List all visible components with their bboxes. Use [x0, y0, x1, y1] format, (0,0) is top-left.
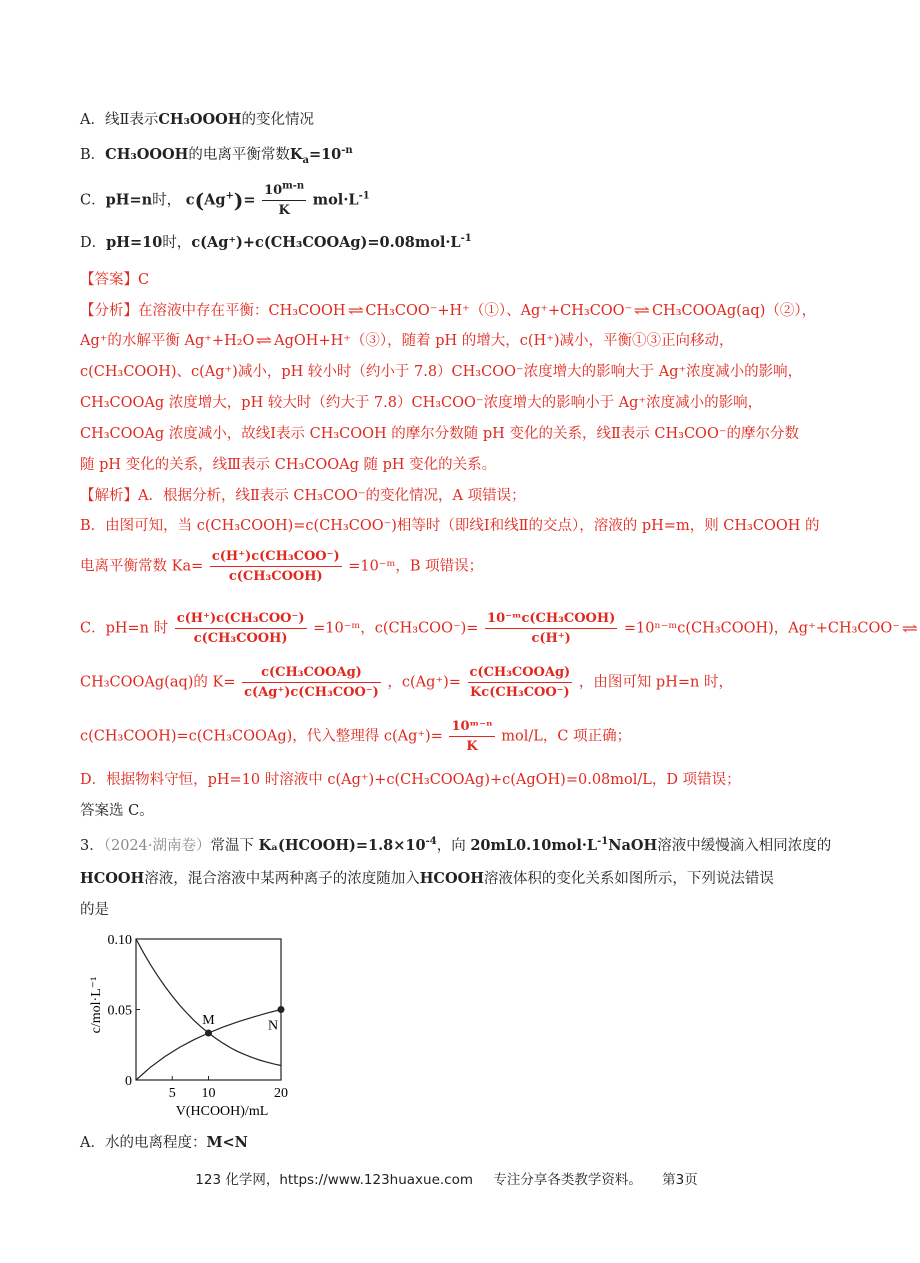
footer-site: 123 化学网，https://www.123huaxue.com	[195, 1172, 474, 1188]
equilibrium-arrow-icon: ⇌	[901, 620, 919, 637]
analysis-line-4: CH₃COOAg 浓度增大，pH 较大时（约大于 7.8）CH₃COO⁻浓度增大的影响小于 Ag⁺浓度减小的影响，	[80, 395, 763, 411]
equilibrium-arrow-icon: ⇌	[633, 303, 651, 319]
y-tick-label: 0.10	[107, 933, 132, 948]
solution-a: 【解析】A．根据分析，线Ⅱ表示 CH₃COO⁻的变化情况，A 项错误；	[80, 488, 526, 504]
source-tag: （2024·湖南卷）	[103, 838, 211, 854]
footer-slogan: 专注分享各类教学资料。	[493, 1172, 642, 1188]
solution-c-2: CH₃COOAg(aq)的 K= $\frac{\text{c(CH₃COOAg)}}{\text{c(Ag⁺)c(CH₃COO⁻)}}$ ，c(Ag⁺)= $\frac{\text{c(CH₃COOAg)}}{\text{Kc(CH₃COO⁻)}}$ ，由图可知 pH=n 时，	[80, 665, 733, 700]
answer: 【答案】C	[80, 272, 150, 288]
x-tick-label: 10	[201, 1086, 216, 1101]
q3-stem-line-2: HCOOH溶液，混合溶液中某两种离子的浓度随加入HCOOH溶液体积的变化关系如图所示，下列说法错误	[80, 870, 774, 887]
x-tick-label: 5	[168, 1086, 176, 1101]
equilibrium-arrow-icon: ⇌	[347, 303, 364, 319]
point-M	[205, 1030, 212, 1037]
option-b: B．CH₃OOOH的电离平衡常数$K_a=10^{-n}$	[80, 145, 353, 166]
page-number: 第3页	[662, 1172, 698, 1188]
fraction: $\frac{\text{c(H⁺)c(CH₃COO⁻)}}{\text{c(CH₃COOH)}}$	[176, 611, 305, 646]
y-axis-label: c/mol·L⁻¹	[89, 976, 104, 1034]
solution-b-2: 电离平衡常数 Ka= $\frac{\text{c(H⁺)c(CH₃COO⁻)}}{\text{c(CH₃COOH)}}$ =10⁻ᵐ，B 项错误；	[80, 549, 484, 584]
x-axis-label: V(HCOOH)/mL	[175, 1104, 269, 1119]
point-N	[278, 1006, 285, 1013]
q3-stem-line-1: 3．（2024·湖南卷）常温下 $K_a(HCOOH)=1.8\times 10^{-4}$，向 $20mL0.10mol\cdot L^{-1}NaOH$溶液中缓慢滴入相同浓度的	[80, 836, 832, 854]
option-c: C．pH=n时， c(Ag+)= $\frac{10^{m-n}}{K}$ $mol\cdot L^{-1}$	[80, 180, 370, 218]
analysis-line-2: Ag⁺的水解平衡 Ag⁺+H₂O ⇌ AgOH+H⁺（③），随着 pH 的增大，c(H⁺)减小，平衡①③正向移动，	[80, 333, 734, 349]
analysis-line-3: c(CH₃COOH)、c(Ag⁺)减小，pH 较小时（约小于 7.8）CH₃COO⁻浓度增大的影响大于 Ag⁺浓度减小的影响，	[80, 364, 803, 380]
analysis-line-1: 【分析】在溶液中存在平衡：CH₃COOH ⇌ CH₃COO⁻+H⁺（①）、Ag⁺+CH₃COO⁻ ⇌ CH₃COOAg(aq)（②），	[80, 303, 817, 319]
analysis-line-5: CH₃COOAg 浓度减小，故线Ⅰ表示 CH₃COOH 的摩尔分数随 pH 变化的关系，线Ⅱ表示 CH₃COO⁻的摩尔分数	[80, 426, 799, 442]
fraction: $\frac{\text{10ᵐ⁻ⁿ}}{K}$	[451, 719, 493, 754]
q3-option-a: A．水的电离程度：M<N	[80, 1134, 248, 1151]
chart-lines	[136, 939, 281, 1080]
fraction: $\frac{\text{c(H⁺)c(CH₃COO⁻)}}{\text{c(CH₃COOH)}}$	[211, 549, 340, 584]
point-label-N: N	[267, 1018, 279, 1034]
concentration-chart	[80, 925, 310, 1125]
fraction: $\frac{\text{10⁻ᵐc(CH₃COOH)}}{c(H^+)}$	[487, 611, 616, 646]
series-line-falling	[136, 939, 281, 1066]
equilibrium-arrow-icon: ⇌	[256, 333, 273, 349]
solution-c-3: c(CH₃COOH)=c(CH₃COOAg)，代入整理得 c(Ag⁺)= $\frac{\text{10ᵐ⁻ⁿ}}{K}$ mol/L，C 项正确；	[80, 719, 632, 754]
chart-points	[202, 1006, 284, 1037]
solution-b-1: B．由图可知，当 c(CH₃COOH)=c(CH₃COO⁻)相等时（即线Ⅰ和线Ⅱ的交点），溶液的 pH=m，则 CH₃COOH 的	[80, 518, 820, 534]
point-label-M: M	[202, 1013, 215, 1029]
fraction: $\frac{\text{c(CH₃COOAg)}}{\text{c(Ag⁺)c(CH₃COO⁻)}}$	[244, 665, 379, 700]
option-a: A．线Ⅱ表示CH₃OOOH的变化情况	[80, 111, 315, 128]
chart-ticks	[108, 933, 289, 1101]
x-tick-label: 20	[274, 1086, 288, 1101]
fraction: $\frac{\text{c(CH₃COOAg)}}{\text{Kc(CH₃COO⁻)}}$	[469, 665, 571, 700]
plot-border	[136, 939, 281, 1080]
analysis-line-6: 随 pH 变化的关系，线Ⅲ表示 CH₃COOAg 随 pH 变化的关系。	[80, 457, 497, 473]
solution-c-1: C．pH=n 时 $\frac{\text{c(H⁺)c(CH₃COO⁻)}}{\text{c(CH₃COOH)}}$ =10⁻ᵐ，c(CH₃COO⁻)= $\frac{\text{10⁻ᵐc(CH₃COOH)}}{c(H^+)}$ =10ⁿ⁻ᵐc(CH₃COOH)，Ag⁺+CH₃COO⁻ ⇌	[80, 611, 919, 646]
chart-frame	[136, 939, 281, 1080]
q3-stem-line-3: 的是	[80, 902, 109, 918]
option-d: D．pH=10时，$c(Ag^+)+c(CH_3COOAg)=0.08mol\cdot L^{-1}$	[80, 233, 472, 251]
final-answer: 答案选 C。	[80, 803, 154, 819]
page-footer	[0, 1168, 893, 1188]
y-tick-label: 0.05	[107, 1003, 132, 1019]
solution-d: D．根据物料守恒，pH=10 时溶液中 c(Ag⁺)+c(CH₃COOAg)+c(AgOH)=0.08mol/L，D 项错误；	[80, 772, 741, 788]
y-tick-label: 0	[125, 1074, 132, 1089]
